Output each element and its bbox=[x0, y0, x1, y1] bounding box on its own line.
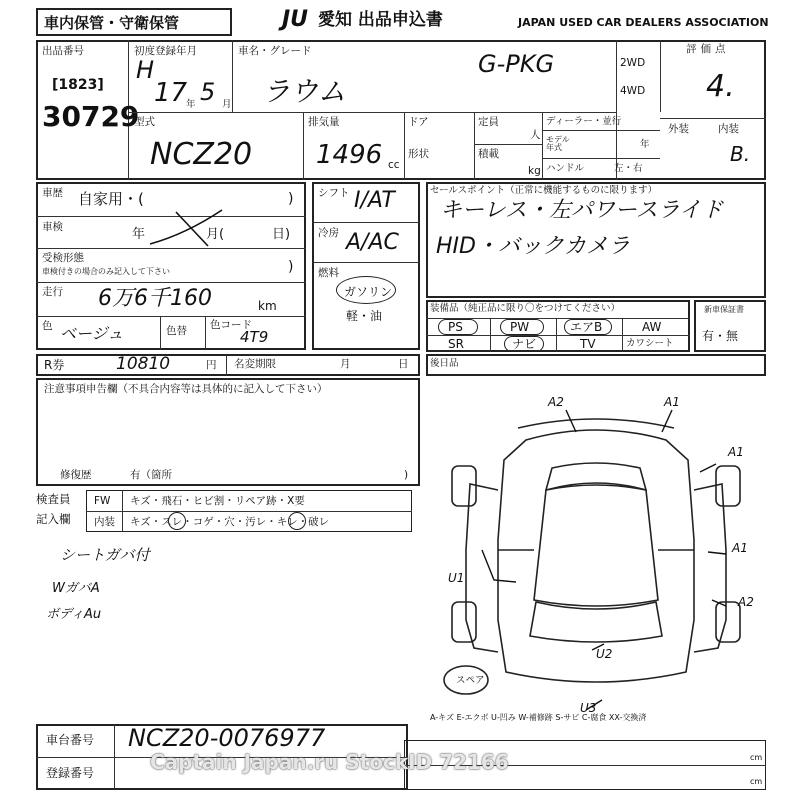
hand-note-2: WガバA bbox=[52, 581, 100, 596]
sales-point-line1: キーレス・左パワースライド bbox=[440, 198, 724, 223]
equip-sr: SR bbox=[448, 337, 464, 351]
inspection-month: 月( bbox=[206, 227, 225, 242]
mileage-label: 走行 bbox=[42, 286, 63, 298]
door-label: ドア bbox=[408, 116, 429, 128]
exterior-label: 外装 bbox=[668, 123, 689, 135]
mark-u1-left: U1 bbox=[448, 571, 465, 585]
mark-a2-front: A2 bbox=[548, 395, 564, 409]
receipt-close: ) bbox=[288, 259, 294, 275]
inspection-day: 日) bbox=[272, 227, 291, 242]
drive-4wd: 4WD bbox=[620, 85, 646, 97]
history-close: ) bbox=[288, 191, 294, 207]
mark-u3-bumper: U3 bbox=[580, 701, 597, 715]
drive-2wd: 2WD bbox=[620, 57, 646, 69]
load-label: 積載 bbox=[478, 148, 499, 160]
mark-a1-front: A1 bbox=[664, 395, 680, 409]
warranty-value: 有・無 bbox=[702, 329, 739, 343]
capacity-label: 定員 bbox=[478, 116, 499, 128]
watermark: Captain Japan.ru StockID 72166 bbox=[150, 750, 509, 774]
inspector-label-2: 記入欄 bbox=[36, 512, 71, 526]
lot-number: 30729 bbox=[42, 100, 140, 133]
chassis-label: 車台番号 bbox=[46, 733, 95, 747]
receipt-label: 受検形態 bbox=[42, 252, 84, 264]
equip-navi: ナビ bbox=[512, 337, 537, 351]
inspection-label: 車検 bbox=[42, 221, 63, 233]
storage-label-box bbox=[36, 8, 232, 36]
color-code-value: 4T9 bbox=[240, 328, 269, 346]
circle-navi bbox=[504, 336, 544, 352]
circle-airbag bbox=[564, 319, 612, 335]
lot-bracket: [1823] bbox=[52, 77, 104, 93]
load-unit: kg bbox=[528, 165, 541, 177]
equip-pw: PW bbox=[510, 320, 530, 334]
name-change-day: 日 bbox=[398, 358, 409, 370]
model-year-unit: 年 bbox=[640, 139, 650, 150]
equip-tv: TV bbox=[580, 337, 596, 351]
fuel-gasoline: ガソリン bbox=[344, 285, 393, 299]
color-no-label: 色替 bbox=[166, 325, 187, 337]
interior-label: 内装 bbox=[718, 123, 739, 135]
cooler-label: 冷房 bbox=[318, 227, 339, 239]
circle-ps bbox=[438, 319, 478, 335]
inspector-row2-head: 内装 bbox=[94, 516, 115, 528]
spare-label: スペア bbox=[456, 675, 485, 686]
registration-month-unit: 月 bbox=[222, 99, 232, 110]
storage-label: 車内保管・守衛保管 bbox=[44, 14, 180, 32]
displacement-unit: cc bbox=[388, 159, 400, 171]
association-name: JAPAN USED CAR DEALERS ASSOCIATION bbox=[518, 16, 769, 29]
grade-value: G-PKG bbox=[478, 50, 555, 78]
repair-close: ) bbox=[404, 469, 409, 481]
registration-month: 5 bbox=[200, 78, 216, 106]
circle-sure bbox=[168, 512, 186, 530]
model-label: 型式 bbox=[134, 116, 155, 128]
sales-point-label: セールスポイント（正常に機能するものに限ります） bbox=[430, 185, 658, 196]
registration-era: H bbox=[136, 56, 155, 84]
name-change-label: 名変期限 bbox=[234, 358, 276, 370]
car-name-label: 車名・グレード bbox=[238, 45, 312, 57]
ju-logo: JU bbox=[282, 7, 309, 32]
later-date-label: 後日品 bbox=[430, 358, 459, 369]
registration-year: 17 bbox=[154, 78, 188, 108]
circle-pw bbox=[500, 319, 544, 335]
size-cm-2: cm bbox=[750, 777, 763, 786]
equip-ps: PS bbox=[448, 320, 463, 334]
shape-label: 形状 bbox=[408, 148, 429, 160]
r-ticket-value: 10810 bbox=[116, 354, 171, 374]
shift-value: I/AT bbox=[354, 188, 395, 213]
handle-label: ハンドル bbox=[546, 163, 585, 174]
mark-a2-right-rear: A2 bbox=[738, 595, 754, 609]
mark-a1-right: A1 bbox=[732, 541, 748, 555]
fuel-diesel: 軽・油 bbox=[346, 309, 383, 323]
inspection-strike bbox=[146, 204, 226, 250]
cooler-value: A/AC bbox=[346, 230, 399, 255]
inspection-year: 年 bbox=[132, 227, 146, 242]
capacity-unit: 人 bbox=[530, 129, 541, 141]
color-label: 色 bbox=[42, 320, 53, 332]
color-value: ベージュ bbox=[60, 324, 124, 343]
inspector-row1-head: FW bbox=[94, 495, 111, 507]
warranty-label: 新車保証書 bbox=[704, 305, 744, 314]
r-ticket-unit: 円 bbox=[206, 359, 217, 371]
hand-note-1: シートガバ付 bbox=[60, 546, 150, 564]
hand-note-3: ボディAu bbox=[46, 607, 102, 622]
displacement-label: 排気量 bbox=[308, 116, 340, 128]
model-value: NCZ20 bbox=[150, 137, 253, 172]
repair-label: 修復歴 bbox=[60, 469, 92, 481]
interior-value: B. bbox=[730, 142, 751, 166]
history-label: 車歴 bbox=[42, 187, 63, 199]
inspector-row1: キズ・飛石・ヒビ割・リペア跡・X要 bbox=[130, 495, 305, 507]
registration-year-unit: 年 bbox=[186, 99, 196, 110]
handle-value: 左・右 bbox=[614, 163, 643, 174]
fuel-label: 燃料 bbox=[318, 267, 339, 279]
shift-label: シフト bbox=[318, 187, 350, 199]
model-year-label: モデル年式 bbox=[546, 135, 570, 152]
circle-yogore bbox=[288, 512, 306, 530]
displacement-value: 1496 bbox=[316, 140, 383, 170]
score-value: 4. bbox=[706, 69, 735, 104]
score-label: 評価点 bbox=[686, 43, 730, 55]
inspector-label-1: 検査員 bbox=[36, 492, 71, 506]
color-code-label: 色コード bbox=[210, 319, 252, 331]
notes-label: 注意事項申告欄（不具合内容等は具体的に記入して下さい） bbox=[44, 383, 328, 395]
mark-u2-rear: U2 bbox=[596, 647, 613, 661]
sales-point-line2: HID・バックカメラ bbox=[436, 234, 630, 259]
name-change-month: 月 bbox=[340, 358, 351, 370]
mark-a1-right-front: A1 bbox=[728, 445, 744, 459]
car-name-value: ラウム bbox=[262, 75, 346, 108]
form-title: 愛知 出品申込書 bbox=[318, 10, 443, 30]
equip-airbag: エアB bbox=[570, 320, 603, 334]
mileage-unit: km bbox=[258, 299, 277, 313]
reg-number-label: 登録番号 bbox=[46, 766, 95, 780]
damage-legend: A-キズ E-エクボ U-凹み W-補修跡 S-サビ C-腐食 XX-交換済 bbox=[430, 713, 647, 722]
fuel-circle bbox=[336, 276, 396, 304]
r-ticket-block bbox=[36, 354, 420, 376]
dealer-label: ディーラー・並行 bbox=[546, 116, 622, 127]
lot-label: 出品番号 bbox=[42, 45, 84, 57]
equip-leather: カワシート bbox=[626, 338, 674, 349]
size-cm-1: cm bbox=[750, 753, 763, 762]
inspector-row2: キズ・スレ・コゲ・穴・汚レ・キレ・破レ bbox=[130, 516, 330, 528]
equipment-label: 装備品（純正品に限り〇をつけてください） bbox=[430, 303, 621, 314]
equip-aw: AW bbox=[642, 320, 662, 334]
later-date-block bbox=[426, 354, 766, 376]
history-value: 自家用・( bbox=[78, 190, 144, 208]
repair-value: 有（箇所 bbox=[130, 469, 172, 481]
receipt-note: 車検付きの場合のみ記入して下さい bbox=[42, 267, 170, 276]
mileage-value: 6万6千160 bbox=[98, 286, 212, 311]
registration-label: 初度登録年月 bbox=[134, 45, 197, 57]
chassis-value: NCZ20-0076977 bbox=[128, 724, 326, 752]
r-ticket-label: R券 bbox=[44, 358, 65, 372]
